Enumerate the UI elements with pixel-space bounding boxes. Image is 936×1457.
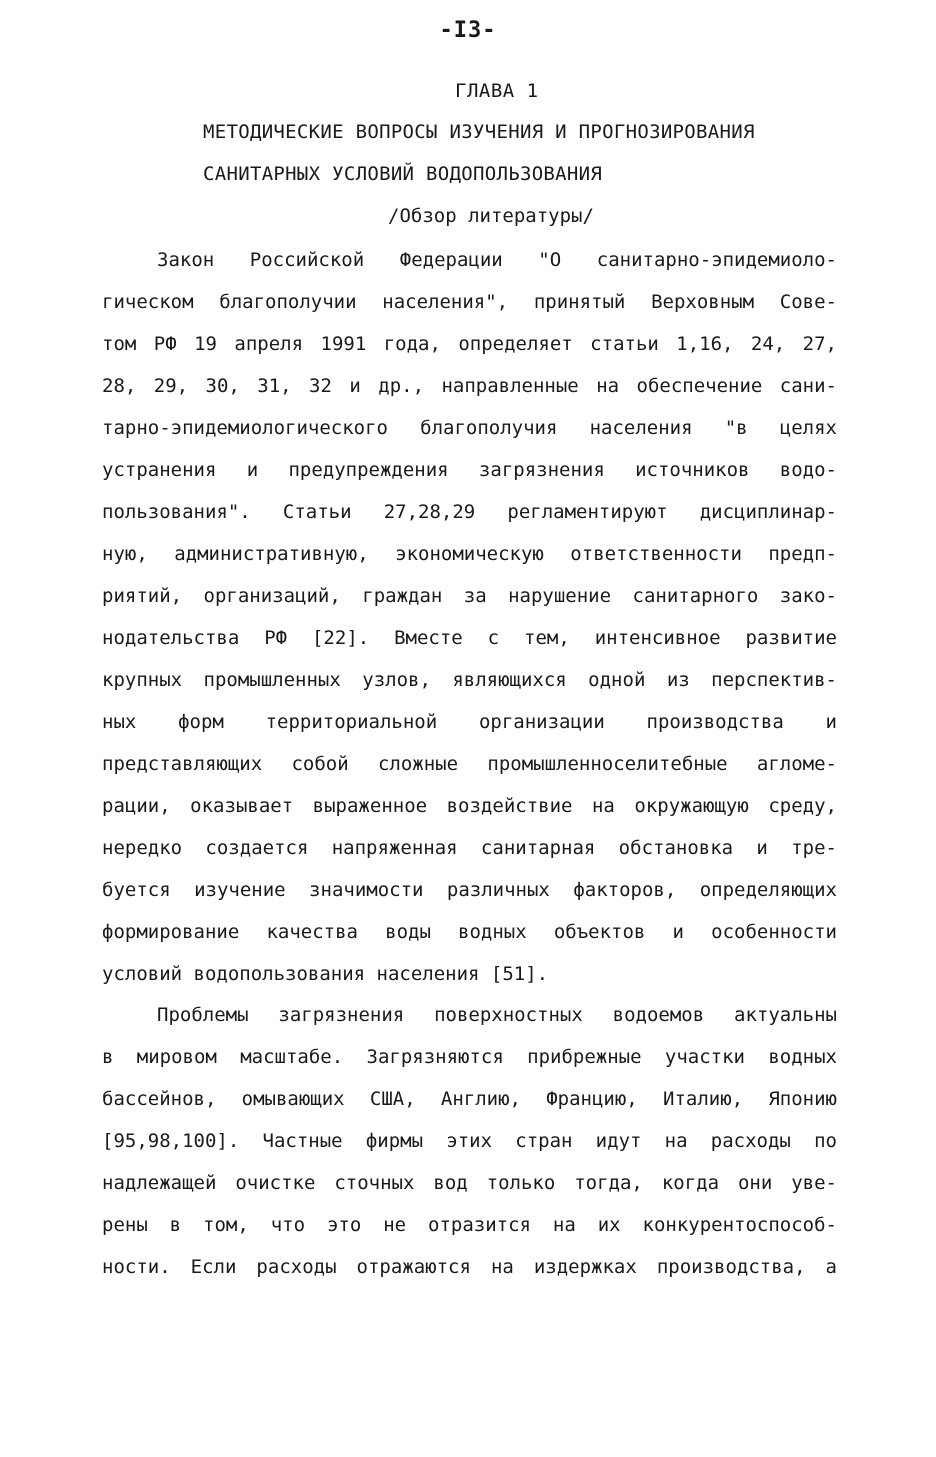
- text-line: Закон Российской Федерации "О санитарно-эпидемиоло-: [157, 249, 837, 271]
- text-line: устранения и предупреждения загрязнения источников водо-: [102, 459, 837, 481]
- text-line: 28, 29, 30, 31, 32 и др., направленные на обеспечение сани-: [102, 375, 837, 397]
- text-line: в мировом масштабе. Загрязняются прибрежные участки водных: [102, 1046, 837, 1068]
- text-line: [95,98,100]. Частные фирмы этих стран идут на расходы по: [102, 1130, 837, 1152]
- text-line: гическом благополучии населения", принятый Верховным Сове-: [102, 291, 837, 313]
- text-line: нередко создается напряженная санитарная обстановка и тре-: [102, 837, 837, 859]
- text-line: рены в том, что это не отразится на их конкурентоспособ-: [102, 1214, 837, 1236]
- text-line: тарно-эпидемиологического благополучия населения "в целях: [102, 417, 837, 439]
- text-line: нодательства РФ [22]. Вместе с тем, интенсивное развитие: [102, 627, 837, 649]
- text-line: бассейнов, омывающих США, Англию, Францию, Италию, Японию: [102, 1088, 837, 1110]
- text-line: формирование качества воды водных объектов и особенности: [102, 921, 837, 943]
- text-line: условий водопользования населения [51].: [102, 963, 549, 985]
- text-line: буется изучение значимости различных факторов, определяющих: [102, 879, 837, 901]
- text-line: пользования". Статьи 27,28,29 регламентируют дисциплинар-: [102, 501, 837, 523]
- text-line: ную, административную, экономическую ответственности предп-: [102, 543, 837, 565]
- text-line: риятий, организаций, граждан за нарушение санитарного зако-: [102, 585, 837, 607]
- chapter-subtitle: /Обзор литературы/: [388, 205, 594, 227]
- text-line: рации, оказывает выраженное воздействие на окружающую среду,: [102, 795, 837, 817]
- text-line: ных форм территориальной организации производства и: [102, 711, 837, 733]
- chapter-title-line-2: САНИТАРНЫХ УСЛОВИЙ ВОДОПОЛЬЗОВАНИЯ: [203, 163, 603, 185]
- text-line: ности. Если расходы отражаются на издержках производства, а: [102, 1256, 837, 1278]
- page-number: -I3-: [439, 18, 497, 43]
- chapter-title-line-1: МЕТОДИЧЕСКИЕ ВОПРОСЫ ИЗУЧЕНИЯ И ПРОГНОЗИРОВАНИЯ: [203, 121, 755, 143]
- text-line: Проблемы загрязнения поверхностных водоемов актуальны: [157, 1004, 837, 1026]
- text-line: крупных промышленных узлов, являющихся одной из перспектив-: [102, 669, 837, 691]
- text-line: представляющих собой сложные промышленноселитебные агломе-: [102, 753, 837, 775]
- chapter-label: ГЛАВА 1: [455, 80, 539, 102]
- text-line: том РФ 19 апреля 1991 года, определяет статьи 1,16, 24, 27,: [102, 333, 837, 355]
- text-line: надлежащей очистке сточных вод только тогда, когда они уве-: [102, 1172, 837, 1194]
